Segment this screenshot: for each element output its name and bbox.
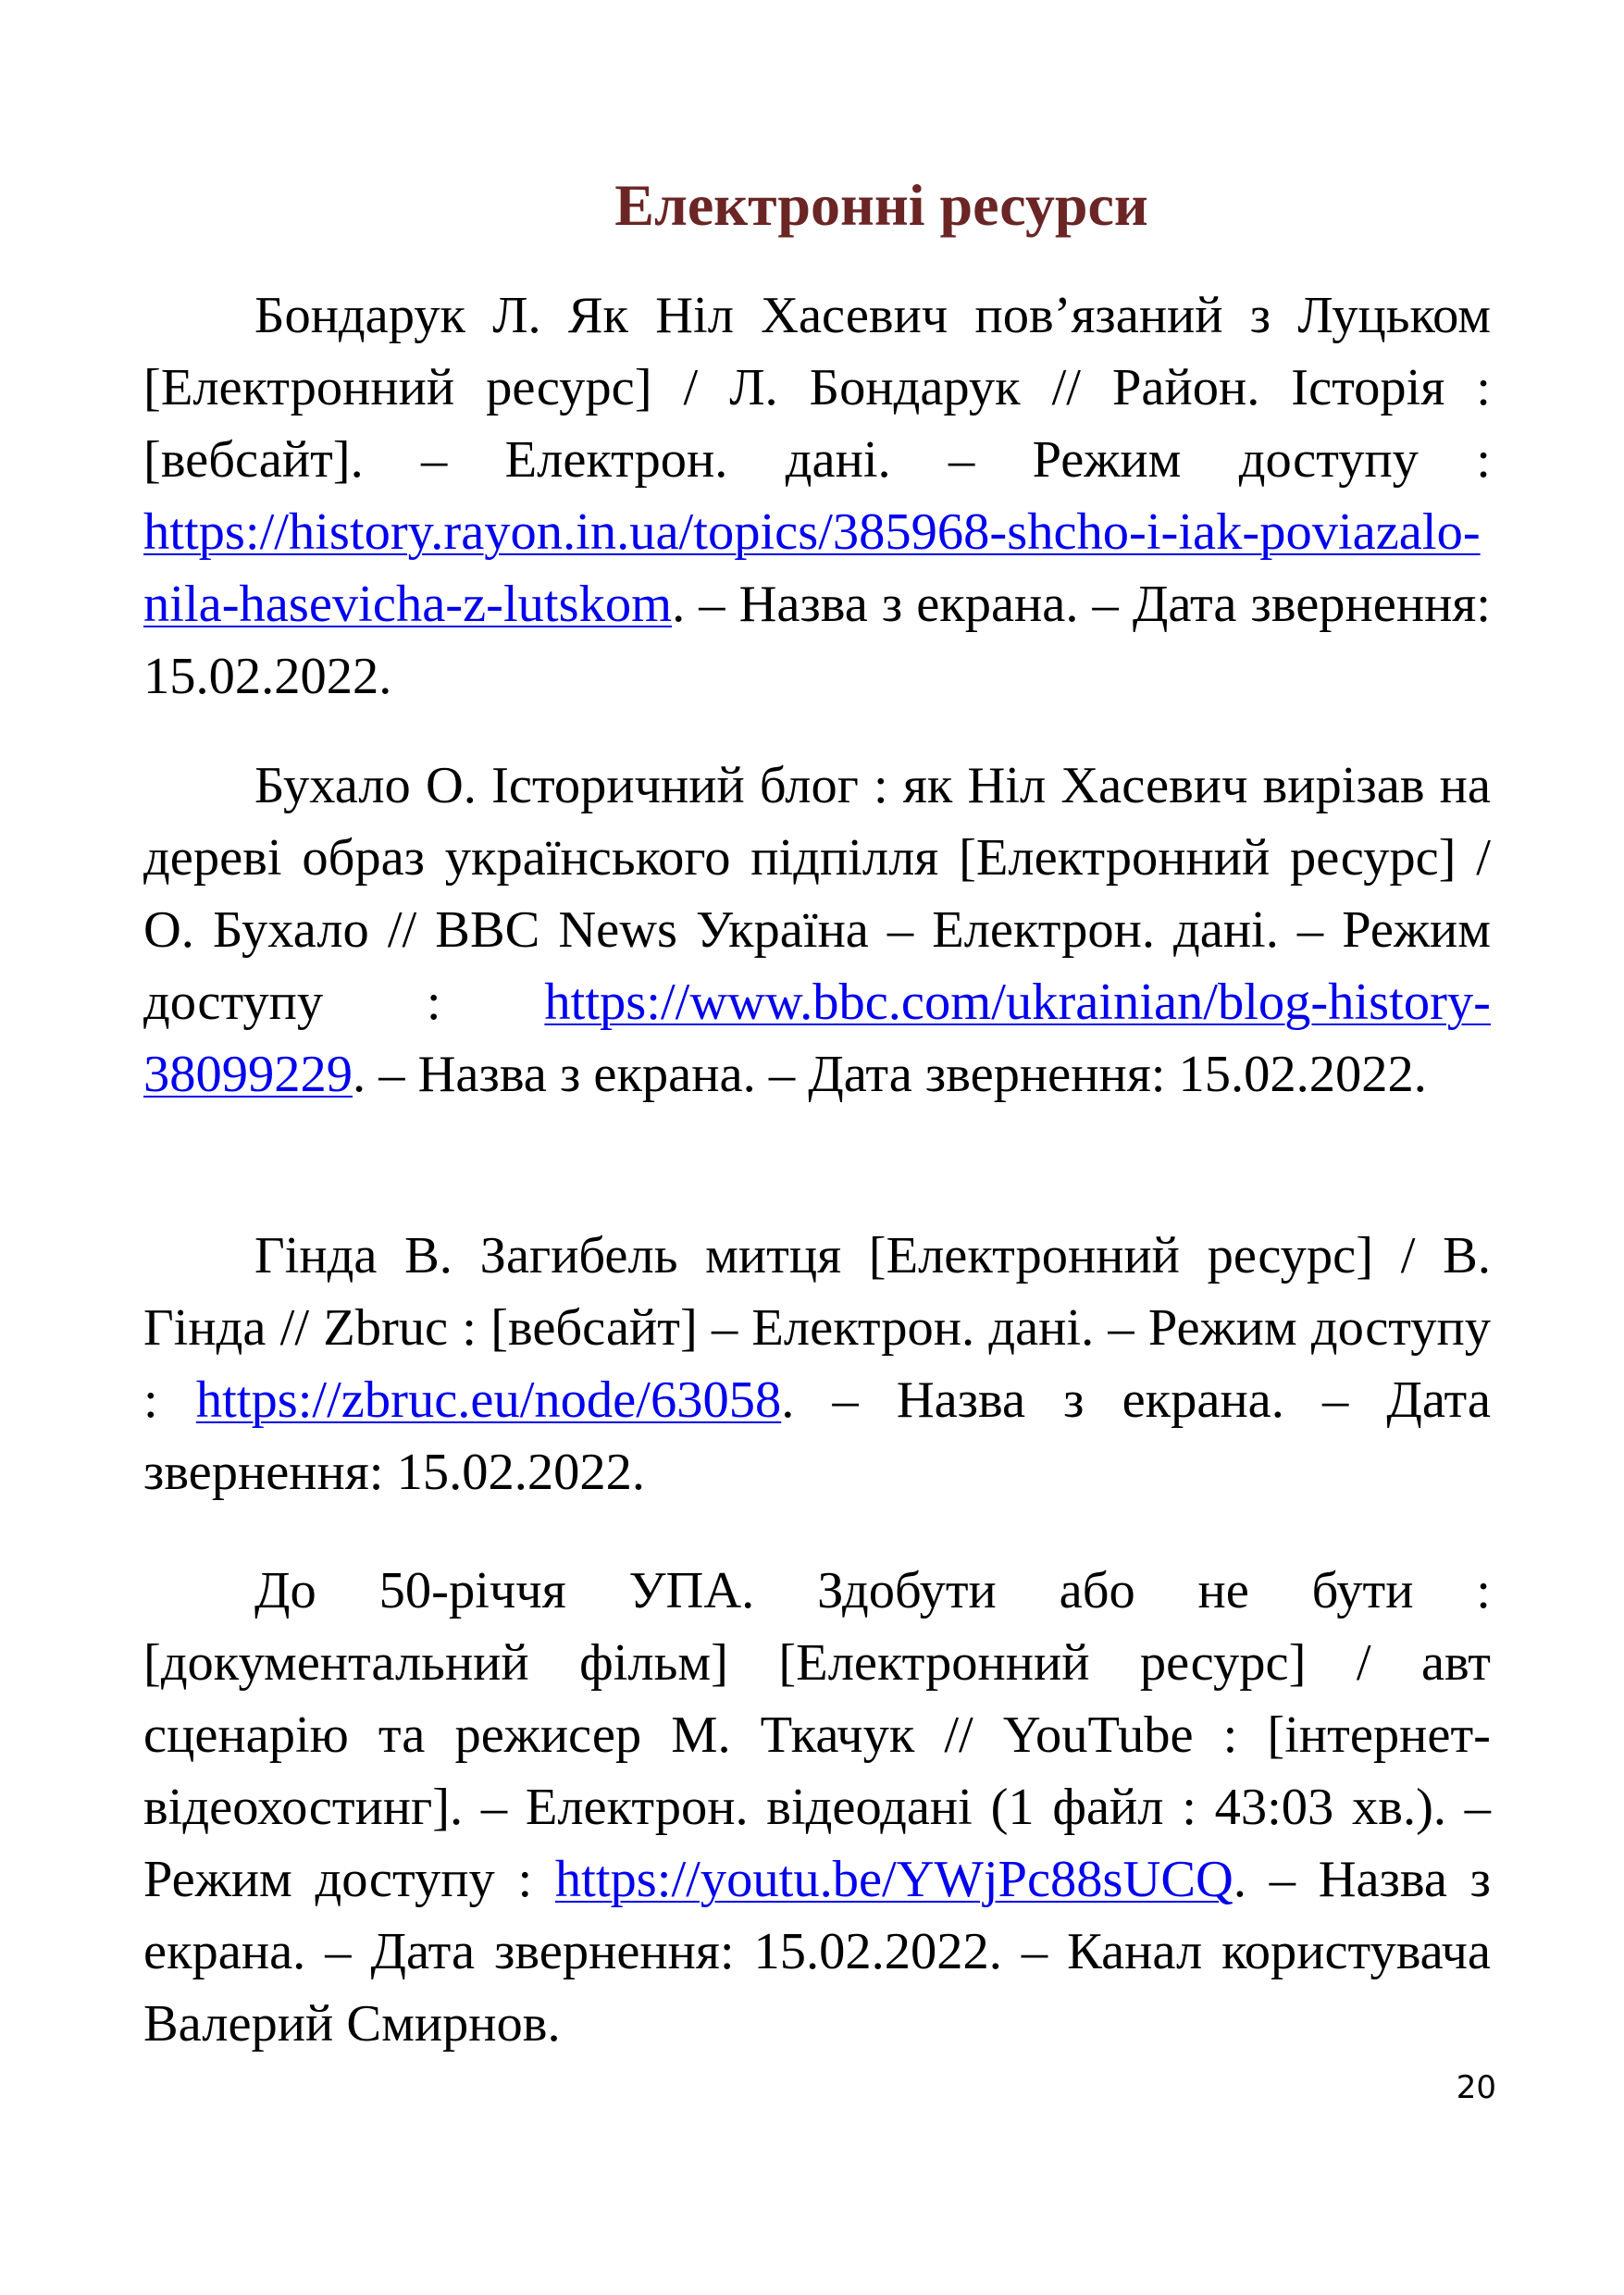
reference-entry bbox=[143, 279, 1491, 713]
page-title: Електронні ресурси bbox=[614, 172, 1148, 238]
reference-text: Гінда В. Загибель митця [Електронний ресурс] / В. Гінда // Zbruc : [вебсайт] – Електрон. дані. – Режим доступу : bbox=[143, 1227, 1491, 1429]
reference-text-tail: . – Назва з екрана. – Дата звернення: 15.02.2022. bbox=[143, 1371, 1491, 1501]
reference-text-tail: . – Назва з екрана. – Дата звернення: 15.02.2022. bbox=[353, 1046, 1427, 1103]
reference-text-tail: . – Назва з екрана. – Дата звернення: 15.02.2022. bbox=[143, 576, 1491, 705]
reference-link[interactable]: https://history.rayon.in.ua/topics/385968-shcho-i-iak-poviazalo-nila-hasevicha-z-lutskom bbox=[143, 503, 1481, 633]
reference-link[interactable]: https://youtu.be/YWjPc88sUCQ bbox=[554, 1851, 1233, 1908]
reference-text: Бухало О. Історичний блог : як Ніл Хасевич вирізав на дереві образ українського підпілля [Електронний ресурс] / О. Бухало // BBC News Україна – Електрон. дані. – Режим доступу : bbox=[143, 757, 1491, 1031]
reference-entry bbox=[143, 1555, 1491, 2060]
reference-text: Бондарук Л. Як Ніл Хасевич пов’язаний з Луцьком [Електронний ресурс] / Л. Бондарук // Район. Історія : [вебсайт]. – Електрон. дані. – Режим доступу : bbox=[143, 287, 1491, 489]
reference-entry bbox=[143, 750, 1491, 1110]
reference-link[interactable]: https://zbruc.eu/node/63058 bbox=[195, 1371, 782, 1429]
reference-link[interactable]: https://www.bbc.com/ukrainian/blog-history-38099229 bbox=[143, 974, 1491, 1103]
reference-text-tail: . – Назва з екрана. – Дата звернення: 15.02.2022. – Канал користувача Валерий Смирнов. bbox=[143, 1851, 1491, 2053]
reference-text: До 50-річчя УПА. Здобути або не бути : [документальний фільм] [Електронний ресурс] / авт сценарію та режисер М. Ткачук // YouTube : [інтернет-відеохостинг]. – Електрон. відеодані (1 файл : 43:03 хв.). – Режим доступу : bbox=[143, 1562, 1491, 1908]
page-number: 20 bbox=[1456, 2069, 1496, 2106]
reference-entry bbox=[143, 1220, 1491, 1508]
